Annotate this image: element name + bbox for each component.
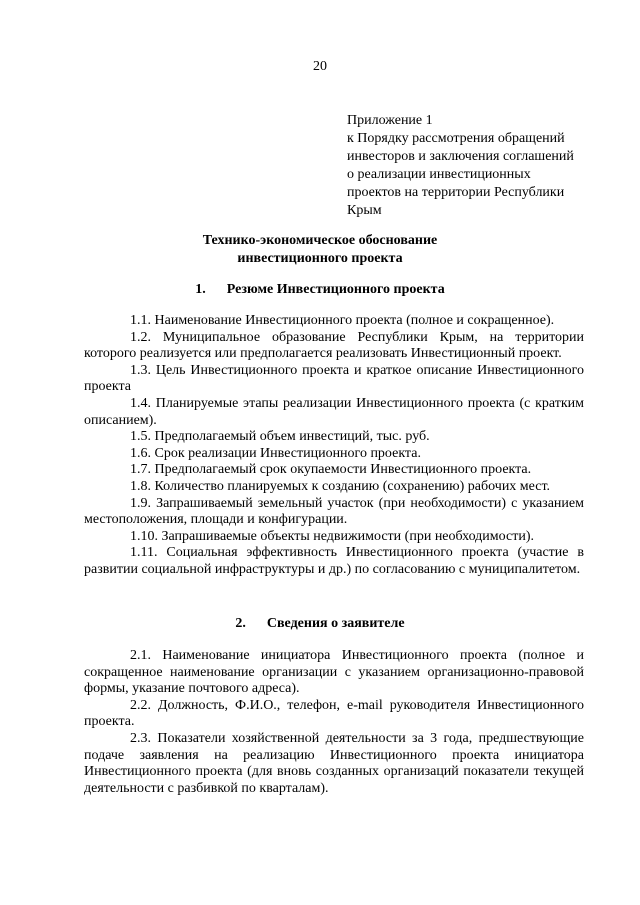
list-item: 1.8. Количество планируемых к созданию (сохранению) рабочих мест.	[130, 478, 551, 494]
list-item: 1.11. Социальная эффективность Инвестиционного проекта (участие в развитии социальной инфраструктуры и др.) по согласованию с муниципалитетом.	[84, 545, 584, 577]
appendix-line: Приложение 1	[347, 113, 433, 128]
list-item: 1.3. Цель Инвестиционного проекта и краткое описание Инвестиционного проекта	[84, 362, 584, 395]
appendix-line: проектов на территории Республики	[347, 185, 565, 200]
page-number: 20	[313, 59, 327, 74]
section-title: Резюме Инвестиционного проекта	[226, 282, 445, 297]
section-2-heading	[0, 615, 640, 633]
list-item: 1.10. Запрашиваемые объекты недвижимости (при необходимости).	[130, 528, 534, 544]
section-title: Сведения о заявителе	[266, 616, 405, 631]
document-title-line: инвестиционного проекта	[237, 251, 403, 266]
appendix-line: Крым	[347, 203, 382, 218]
appendix-line: инвесторов и заключения соглашений	[347, 149, 574, 164]
list-item: 1.2. Муниципальное образование Республики Крым, на территории которого реализуется или предполагается реализовать Инвестиционный проект.	[84, 329, 584, 362]
list-item: 2.2. Должность, Ф.И.О., телефон, e-mail руководителя Инвестиционного проекта.	[84, 697, 584, 730]
list-item: 1.5. Предполагаемый объем инвестиций, тыс. руб.	[130, 429, 430, 445]
list-item: 1.4. Планируемые этапы реализации Инвестиционного проекта (с кратким описанием).	[84, 395, 584, 428]
section-1-body	[84, 313, 584, 579]
document-title	[0, 232, 640, 268]
appendix-header	[347, 112, 607, 220]
section-2-body	[84, 648, 584, 797]
appendix-line: к Порядку рассмотрения обращений	[347, 131, 565, 146]
list-item: 1.1. Наименование Инвестиционного проекта (полное и сокращенное).	[130, 313, 555, 328]
list-item: 1.7. Предполагаемый срок окупаемости Инвестиционного проекта.	[130, 462, 532, 478]
section-1-heading	[0, 281, 640, 299]
appendix-line: о реализации инвестиционных	[347, 167, 531, 182]
document-title-line: Технико-экономическое обоснование	[202, 233, 438, 248]
list-item: 1.9. Запрашиваемый земельный участок (при необходимости) с указанием местоположения, площади и конфигурации.	[84, 495, 584, 528]
section-number: 2.	[235, 616, 246, 631]
list-item: 2.1. Наименование инициатора Инвестиционного проекта (полное и сокращенное наименование организации с указанием организационно-правовой формы, указание почтового адреса).	[84, 648, 584, 697]
list-item: 1.6. Срок реализации Инвестиционного проекта.	[130, 445, 421, 461]
list-item: 2.3. Показатели хозяйственной деятельности за 3 года, предшествующие подаче заявления на реализацию Инвестиционного проекта инициатора Инвестиционного проекта (для вновь созданных организаций показатели текущей деятельности с разбивкой по кварталам).	[84, 730, 584, 796]
section-number: 1.	[195, 282, 206, 297]
